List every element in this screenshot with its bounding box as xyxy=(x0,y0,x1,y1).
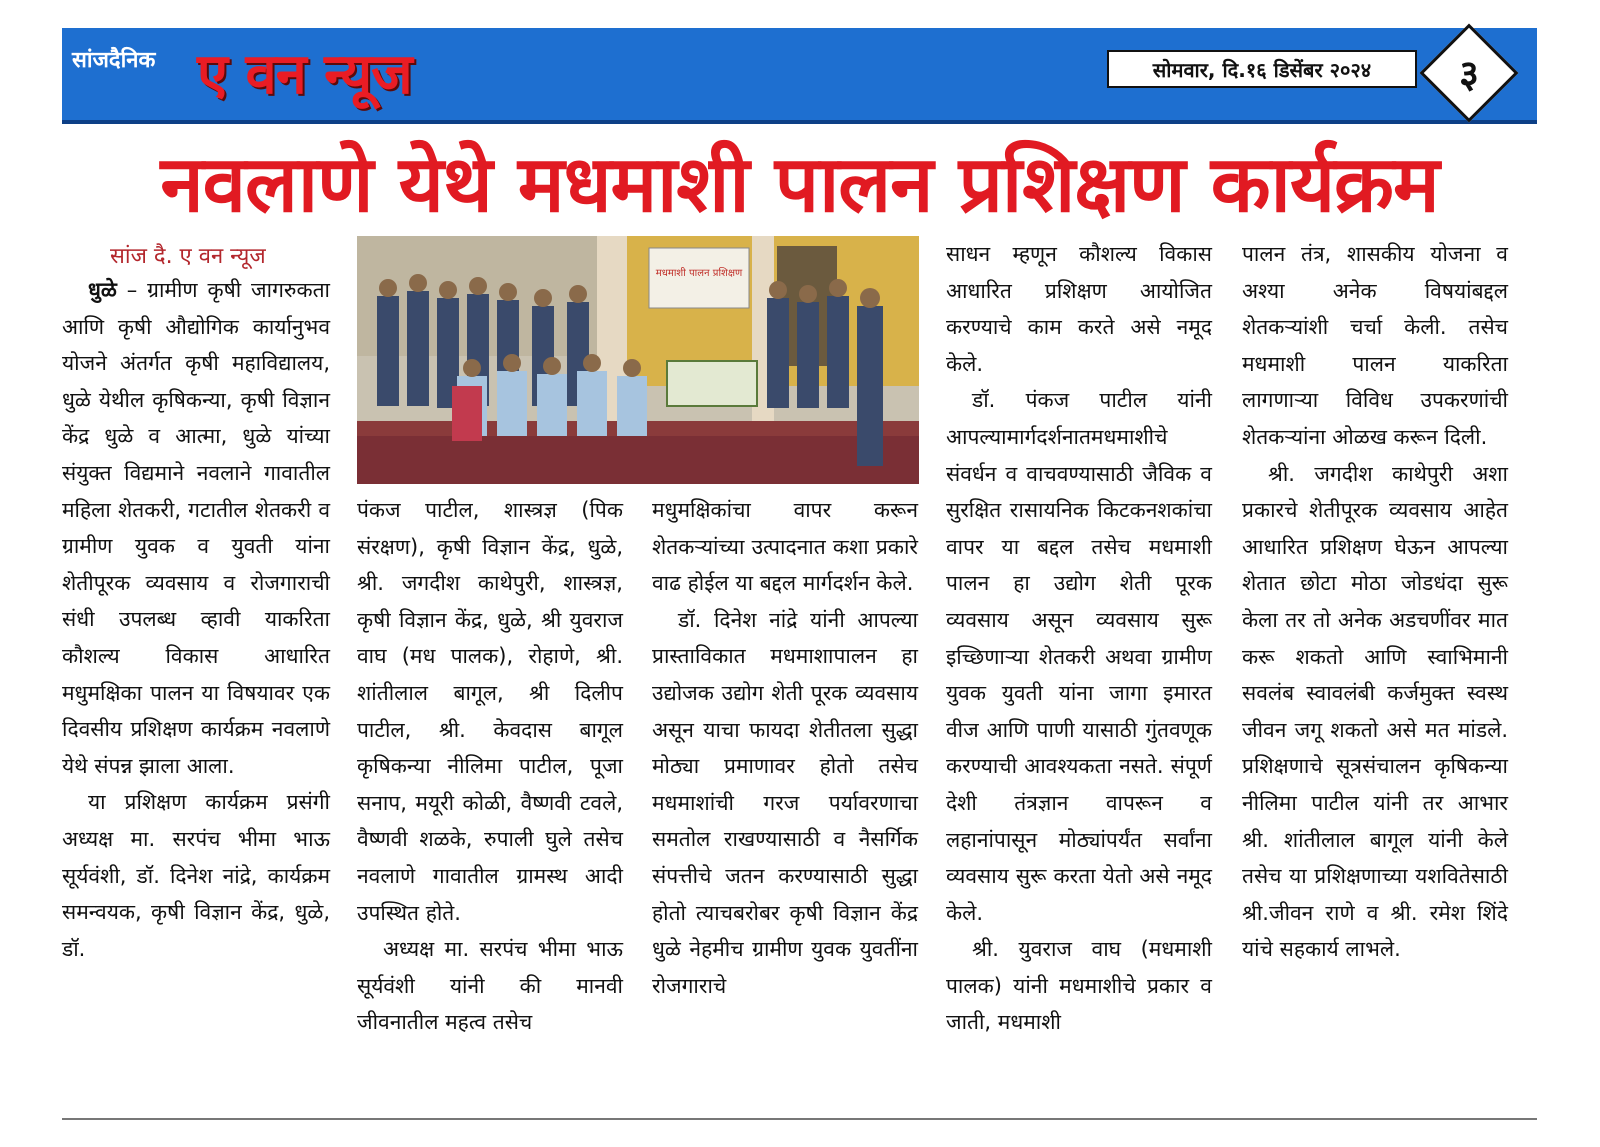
bottom-divider xyxy=(62,1118,1537,1120)
paragraph: डॉ. दिनेश नांद्रे यांनी आपल्या प्रास्ताविकात मधमाशापालन हा उद्योजक उद्योग शेती पूरक व्यवसाय असून याचा फायदा शेतीतला सुद्धा मोठ्या प्रमाणावर होतो तसेच मधमाशांची गरज पर्यावरणाचा समतोल राखण्यासाठी व नैसर्गिक संपत्तीचे जतन करण्यासाठी सुद्धा होतो त्याचबरोबर कृषी विज्ञान केंद्र धुळे नेहमीच ग्रामीण युवक युवतींना रोजगाराचे xyxy=(652,607,918,998)
paragraph: पंकज पाटील, शास्त्रज्ञ (पिक संरक्षण), कृषी विज्ञान केंद्र, धुळे, श्री. जगदीश काथेपुरी, शास्त्रज्ञ, कृषी विज्ञान केंद्र, धुळे, श्री युवराज वाघ (मध पालक), रोहाणे, श्री. शांतीलाल बागूल, श्री दिलीप पाटील, श्री. केवदास बागूल कृषिकन्या नीलिमा पाटील, पूजा सनाप, मयूरी कोळी, वैष्णवी टवले, वैष्णवी शळके, रुपाली घुले तसेच नवलाणे गावातील ग्रामस्थ आदी उपस्थित होते. xyxy=(357,498,623,925)
paragraph: डॉ. पंकज पाटील यांनी आपल्यामार्गदर्शनातमधमाशीचे संवर्धन व वाचवण्यासाठी जैविक व सुरक्षित रासायनिक किटकनशकांचा वापर या बद्दल तसेच मधमाशी पालन हा उद्योग शेती पूरक व्यवसाय असून व्यवसाय सुरू इच्छिणाऱ्या शेतकरी अथवा ग्रामीण युवक युवती यांना जागा इमारत वीज आणि पाणी यासाठी गुंतवणूक करण्याची आवश्यकता नसते. संपूर्ण देशी तंत्रज्ञान वापरून व लहानांपासून मोठ्यांपर्यंत सर्वांना व्यवसाय सुरू करता येतो असे नमूद केले. xyxy=(946,388,1212,925)
paragraph: अध्यक्ष मा. सरपंच भीमा भाऊ सूर्यवंशी यांनी की मानवी जीवनातील महत्व तसेच xyxy=(357,937,623,1035)
article-column-2 xyxy=(357,492,623,1041)
paragraph: मधुमक्षिकांचा वापर करून शेतकऱ्यांच्या उत्पादनात कशा प्रकारे वाढ होईल या बद्दल मार्गदर्शन केले. xyxy=(652,498,918,596)
byline: सांज दै. ए वन न्यूज xyxy=(110,244,266,269)
article-headline: नवलाणे येथे मधमाशी पालन प्रशिक्षण कार्यक्रम xyxy=(160,140,1439,230)
masthead xyxy=(62,28,1537,124)
issue-date-text: सोमवार, दि.१६ डिसेंबर २०२४ xyxy=(1152,57,1372,82)
newspaper-name: ए वन न्यूज xyxy=(197,41,412,107)
paragraph-text: – ग्रामीण कृषी जागरुकता आणि कृषी औद्योगिक कार्यानुभव योजने अंतर्गत कृषी महाविद्यालय, धुळे येथील कृषिकन्या, कृषी विज्ञान केंद्र धुळे व आत्मा, धुळे यांच्या संयुक्त विद्यमाने नवलाने गावातील महिला शेतकरी, गटातील शेतकरी व ग्रामीण युवक व युवती यांना शेतीपूरक व्यवसाय व रोजगाराची संधी उपलब्ध व्हावी याकरिता कौशल्य विकास आधारित मधुमक्षिका पालन या विषयावर एक दिवसीय प्रशिक्षण कार्यक्रम नवलाणे येथे संपन्न झाला आला. xyxy=(62,278,330,778)
article-column-5 xyxy=(1242,236,1508,968)
article-column-1 xyxy=(62,272,330,967)
paragraph xyxy=(62,272,330,784)
paragraph: साधन म्हणून कौशल्य विकास आधारित प्रशिक्षण आयोजित करण्याचे काम करते असे नमूद केले. xyxy=(946,242,1212,376)
article-column-4 xyxy=(946,236,1212,1041)
paragraph: पालन तंत्र, शासकीय योजना व अश्या अनेक विषयांबद्दल शेतकऱ्यांशी चर्चा केली. तसेच मधमाशी पालन याकरिता लागणाऱ्या विविध उपकरणांची शेतकऱ्यांना ओळख करून दिली. xyxy=(1242,242,1508,449)
group-photo-illustration xyxy=(357,236,919,484)
dateline: धुळे xyxy=(88,278,117,302)
paragraph: या प्रशिक्षण कार्यक्रम प्रसंगी अध्यक्ष मा. सरपंच भीमा भाऊ सूर्यवंशी, डॉ. दिनेश नांद्रे, कार्यक्रम समन्वयक, कृषी विज्ञान केंद्र, धुळे, डॉ. xyxy=(62,790,330,961)
banner-text: मधमाशी पालन प्रशिक्षण xyxy=(655,268,743,279)
masthead-label: सांजदैनिक xyxy=(72,48,156,73)
paragraph: श्री. जगदीश काथेपुरी अशा प्रकारचे शेतीपूरक व्यवसाय आहेत आधारित प्रशिक्षण घेऊन आपल्या शेतात छोटा मोठा जोडधंदा सुरू केला तर तो अनेक अडचणींवर मात करू शकतो आणि स्वाभिमानी सवलंब स्वावलंबी कर्जमुक्त स्वस्थ जीवन जगू शकतो असे मत मांडले. प्रशिक्षणाचे सूत्रसंचालन कृषिकन्या नीलिमा पाटील यांनी तर आभार श्री. शांतीलाल बागूल यांनी केले तसेच या प्रशिक्षणाच्या यशवितेसाठी श्री.जीवन राणे व श्री. रमेश शिंदे यांचे सहकार्य लाभले. xyxy=(1242,461,1508,962)
paragraph: श्री. युवराज वाघ (मधमाशी पालक) यांनी मधमाशीचे प्रकार व जाती, मधमाशी xyxy=(946,937,1212,1035)
issue-date xyxy=(1107,50,1417,88)
page-number: ३ xyxy=(1459,52,1479,96)
event-photo xyxy=(357,236,919,484)
article-column-3 xyxy=(652,492,918,1004)
